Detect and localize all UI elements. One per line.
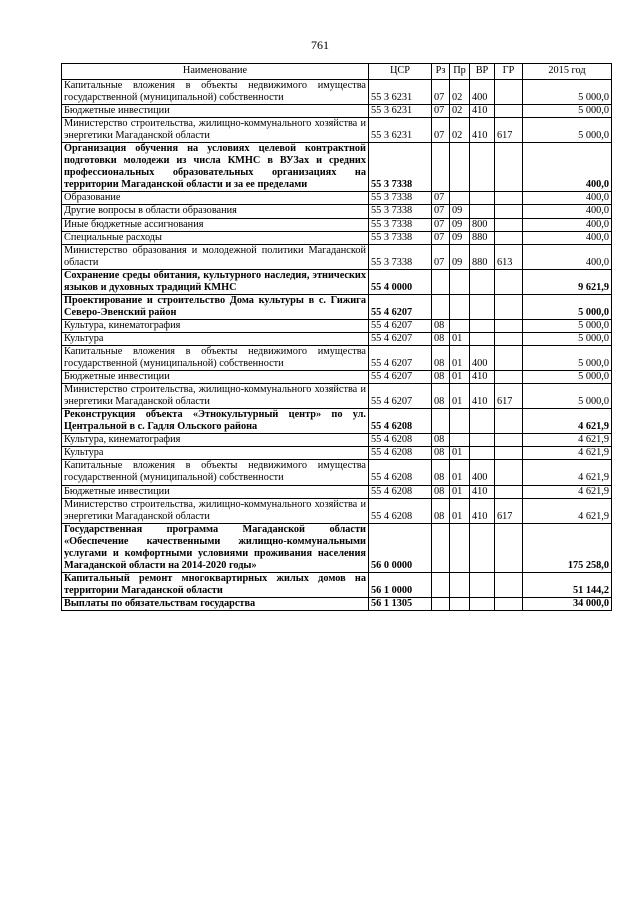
amount-cell: 5 000,0 (523, 294, 612, 319)
name-cell: Реконструкция объекта «Этнокультурный центр» по ул. Центральной в с. Гадля Ольского района (62, 409, 369, 434)
gr-cell (495, 447, 523, 460)
name-cell: Министерство строительства, жилищно-коммунального хозяйства и энергетики Магаданской области (62, 498, 369, 523)
table-row (62, 460, 612, 485)
amount-cell: 5 000,0 (523, 345, 612, 370)
rz-cell (432, 523, 450, 572)
name-cell: Организация обучения на условиях целевой контрактной подготовки молодежи из числа КМНС в ВУЗах и средних профессиональных образовательных организациях на территории Магаданской области и за ее пределами (62, 143, 369, 192)
vr-cell: 410 (470, 384, 495, 409)
pr-cell: 02 (450, 118, 470, 143)
rz-cell: 08 (432, 434, 450, 447)
csr-cell: 55 3 6231 (369, 105, 432, 118)
vr-cell (470, 523, 495, 572)
pr-cell: 01 (450, 447, 470, 460)
table-row (62, 485, 612, 498)
table-row (62, 597, 612, 610)
pr-cell: 01 (450, 460, 470, 485)
rz-cell: 08 (432, 485, 450, 498)
vr-cell: 400 (470, 345, 495, 370)
rz-cell (432, 294, 450, 319)
pr-cell: 01 (450, 345, 470, 370)
name-cell: Иные бюджетные ассигнования (62, 218, 369, 231)
csr-cell: 56 1 0000 (369, 572, 432, 597)
table-row (62, 143, 612, 192)
vr-cell: 880 (470, 231, 495, 244)
name-cell: Министерство строительства, жилищно-коммунального хозяйства и энергетики Магаданской области (62, 118, 369, 143)
gr-cell (495, 434, 523, 447)
rz-cell: 08 (432, 447, 450, 460)
gr-cell (495, 460, 523, 485)
amount-cell: 51 144,2 (523, 572, 612, 597)
rz-cell: 07 (432, 205, 450, 218)
table-row (62, 269, 612, 294)
csr-cell: 56 1 1305 (369, 597, 432, 610)
rz-cell: 08 (432, 498, 450, 523)
pr-cell (450, 597, 470, 610)
rz-cell: 07 (432, 80, 450, 105)
amount-cell: 400,0 (523, 218, 612, 231)
gr-cell (495, 218, 523, 231)
header-vr: ВР (470, 64, 495, 80)
vr-cell: 400 (470, 80, 495, 105)
rz-cell (432, 143, 450, 192)
header-year: 2015 год (523, 64, 612, 80)
table-row (62, 572, 612, 597)
table-row (62, 118, 612, 143)
rz-cell: 08 (432, 345, 450, 370)
csr-cell: 55 4 6207 (369, 319, 432, 332)
vr-cell (470, 572, 495, 597)
name-cell: Образование (62, 192, 369, 205)
pr-cell (450, 192, 470, 205)
pr-cell (450, 572, 470, 597)
vr-cell (470, 269, 495, 294)
header-rz: Рз (432, 64, 450, 80)
gr-cell (495, 231, 523, 244)
budget-table (61, 63, 612, 611)
table-row (62, 80, 612, 105)
vr-cell: 410 (470, 485, 495, 498)
vr-cell (470, 434, 495, 447)
name-cell: Бюджетные инвестиции (62, 105, 369, 118)
pr-cell (450, 269, 470, 294)
amount-cell: 400,0 (523, 143, 612, 192)
vr-cell: 800 (470, 218, 495, 231)
gr-cell (495, 105, 523, 118)
table-row (62, 409, 612, 434)
gr-cell (495, 269, 523, 294)
csr-cell: 55 4 6208 (369, 409, 432, 434)
amount-cell: 400,0 (523, 192, 612, 205)
table-row (62, 447, 612, 460)
table-row (62, 294, 612, 319)
gr-cell: 617 (495, 384, 523, 409)
name-cell: Сохранение среды обитания, культурного наследия, этнических языков и духовных традиций КМНС (62, 269, 369, 294)
name-cell: Культура, кинематография (62, 319, 369, 332)
amount-cell: 5 000,0 (523, 371, 612, 384)
vr-cell: 410 (470, 105, 495, 118)
gr-cell (495, 294, 523, 319)
rz-cell: 07 (432, 192, 450, 205)
csr-cell: 55 4 6207 (369, 384, 432, 409)
amount-cell: 5 000,0 (523, 319, 612, 332)
table-body (62, 80, 612, 611)
vr-cell: 410 (470, 371, 495, 384)
csr-cell: 55 4 6208 (369, 498, 432, 523)
gr-cell (495, 371, 523, 384)
header-gr: ГР (495, 64, 523, 80)
gr-cell (495, 409, 523, 434)
csr-cell: 55 3 6231 (369, 80, 432, 105)
name-cell: Культура (62, 332, 369, 345)
table-row (62, 332, 612, 345)
pr-cell (450, 523, 470, 572)
name-cell: Бюджетные инвестиции (62, 485, 369, 498)
vr-cell (470, 143, 495, 192)
csr-cell: 55 3 7338 (369, 218, 432, 231)
pr-cell: 09 (450, 231, 470, 244)
gr-cell (495, 143, 523, 192)
vr-cell: 400 (470, 460, 495, 485)
csr-cell: 55 4 6208 (369, 460, 432, 485)
amount-cell: 34 000,0 (523, 597, 612, 610)
amount-cell: 4 621,9 (523, 498, 612, 523)
vr-cell (470, 205, 495, 218)
rz-cell: 08 (432, 371, 450, 384)
name-cell: Выплаты по обязательствам государства (62, 597, 369, 610)
amount-cell: 400,0 (523, 231, 612, 244)
rz-cell: 08 (432, 384, 450, 409)
name-cell: Капитальные вложения в объекты недвижимого имущества государственной (муниципальной) собственности (62, 80, 369, 105)
vr-cell (470, 319, 495, 332)
csr-cell: 55 3 7338 (369, 231, 432, 244)
amount-cell: 4 621,9 (523, 434, 612, 447)
table-row (62, 105, 612, 118)
gr-cell (495, 192, 523, 205)
pr-cell (450, 409, 470, 434)
vr-cell: 410 (470, 498, 495, 523)
rz-cell (432, 572, 450, 597)
name-cell: Капитальные вложения в объекты недвижимого имущества государственной (муниципальной) собственности (62, 460, 369, 485)
csr-cell: 55 4 6208 (369, 447, 432, 460)
table-row (62, 319, 612, 332)
csr-cell: 55 4 6207 (369, 294, 432, 319)
pr-cell (450, 294, 470, 319)
table-header-row (62, 64, 612, 80)
csr-cell: 55 3 7338 (369, 143, 432, 192)
csr-cell: 55 3 7338 (369, 244, 432, 269)
amount-cell: 4 621,9 (523, 447, 612, 460)
csr-cell: 55 4 6208 (369, 485, 432, 498)
name-cell: Культура (62, 447, 369, 460)
table-row (62, 434, 612, 447)
amount-cell: 5 000,0 (523, 332, 612, 345)
header-name: Наименование (62, 64, 369, 80)
csr-cell: 56 0 0000 (369, 523, 432, 572)
rz-cell (432, 269, 450, 294)
vr-cell: 410 (470, 118, 495, 143)
pr-cell: 01 (450, 332, 470, 345)
csr-cell: 55 4 6208 (369, 434, 432, 447)
gr-cell (495, 319, 523, 332)
header-pr: Пр (450, 64, 470, 80)
amount-cell: 5 000,0 (523, 80, 612, 105)
pr-cell (450, 143, 470, 192)
pr-cell: 01 (450, 371, 470, 384)
csr-cell: 55 3 7338 (369, 192, 432, 205)
rz-cell: 08 (432, 332, 450, 345)
amount-cell: 5 000,0 (523, 384, 612, 409)
rz-cell: 07 (432, 105, 450, 118)
amount-cell: 5 000,0 (523, 105, 612, 118)
gr-cell (495, 345, 523, 370)
table-row (62, 384, 612, 409)
csr-cell: 55 4 6207 (369, 371, 432, 384)
gr-cell (495, 485, 523, 498)
rz-cell: 07 (432, 118, 450, 143)
name-cell: Государственная программа Магаданской области «Обеспечение качественными жилищно-коммунальными услугами и комфортными условиями проживания населения Магаданской области на 2014-2020 годы» (62, 523, 369, 572)
vr-cell (470, 409, 495, 434)
rz-cell: 08 (432, 460, 450, 485)
name-cell: Специальные расходы (62, 231, 369, 244)
gr-cell (495, 597, 523, 610)
amount-cell: 5 000,0 (523, 118, 612, 143)
rz-cell (432, 597, 450, 610)
gr-cell (495, 523, 523, 572)
amount-cell: 175 258,0 (523, 523, 612, 572)
table-row (62, 371, 612, 384)
pr-cell (450, 319, 470, 332)
gr-cell (495, 205, 523, 218)
pr-cell: 01 (450, 498, 470, 523)
rz-cell (432, 409, 450, 434)
gr-cell: 617 (495, 498, 523, 523)
page-number: 761 (311, 38, 329, 52)
pr-cell (450, 434, 470, 447)
rz-cell: 07 (432, 244, 450, 269)
name-cell: Культура, кинематография (62, 434, 369, 447)
amount-cell: 9 621,9 (523, 269, 612, 294)
table-row (62, 205, 612, 218)
table-row (62, 231, 612, 244)
amount-cell: 400,0 (523, 205, 612, 218)
rz-cell: 07 (432, 231, 450, 244)
vr-cell (470, 294, 495, 319)
table-row (62, 218, 612, 231)
vr-cell (470, 447, 495, 460)
pr-cell: 01 (450, 384, 470, 409)
pr-cell: 02 (450, 105, 470, 118)
pr-cell: 02 (450, 80, 470, 105)
gr-cell (495, 332, 523, 345)
name-cell: Капитальный ремонт многоквартирных жилых домов на территории Магаданской области (62, 572, 369, 597)
pr-cell: 09 (450, 244, 470, 269)
rz-cell: 08 (432, 319, 450, 332)
vr-cell (470, 332, 495, 345)
vr-cell (470, 192, 495, 205)
amount-cell: 4 621,9 (523, 460, 612, 485)
amount-cell: 4 621,9 (523, 409, 612, 434)
name-cell: Проектирование и строительство Дома культуры в с. Гижига Северо-Эвенский район (62, 294, 369, 319)
table-row (62, 192, 612, 205)
table-row (62, 244, 612, 269)
name-cell: Министерство образования и молодежной политики Магаданской области (62, 244, 369, 269)
csr-cell: 55 3 7338 (369, 205, 432, 218)
pr-cell: 01 (450, 485, 470, 498)
name-cell: Капитальные вложения в объекты недвижимого имущества государственной (муниципальной) собственности (62, 345, 369, 370)
rz-cell: 07 (432, 218, 450, 231)
gr-cell (495, 572, 523, 597)
header-csr: ЦСР (369, 64, 432, 80)
name-cell: Другие вопросы в области образования (62, 205, 369, 218)
gr-cell: 617 (495, 118, 523, 143)
pr-cell: 09 (450, 218, 470, 231)
gr-cell: 613 (495, 244, 523, 269)
name-cell: Министерство строительства, жилищно-коммунального хозяйства и энергетики Магаданской области (62, 384, 369, 409)
csr-cell: 55 4 0000 (369, 269, 432, 294)
table-row (62, 498, 612, 523)
amount-cell: 400,0 (523, 244, 612, 269)
vr-cell (470, 597, 495, 610)
vr-cell: 880 (470, 244, 495, 269)
table-row (62, 523, 612, 572)
pr-cell: 09 (450, 205, 470, 218)
name-cell: Бюджетные инвестиции (62, 371, 369, 384)
gr-cell (495, 80, 523, 105)
table-row (62, 345, 612, 370)
csr-cell: 55 4 6207 (369, 332, 432, 345)
csr-cell: 55 4 6207 (369, 345, 432, 370)
csr-cell: 55 3 6231 (369, 118, 432, 143)
amount-cell: 4 621,9 (523, 485, 612, 498)
